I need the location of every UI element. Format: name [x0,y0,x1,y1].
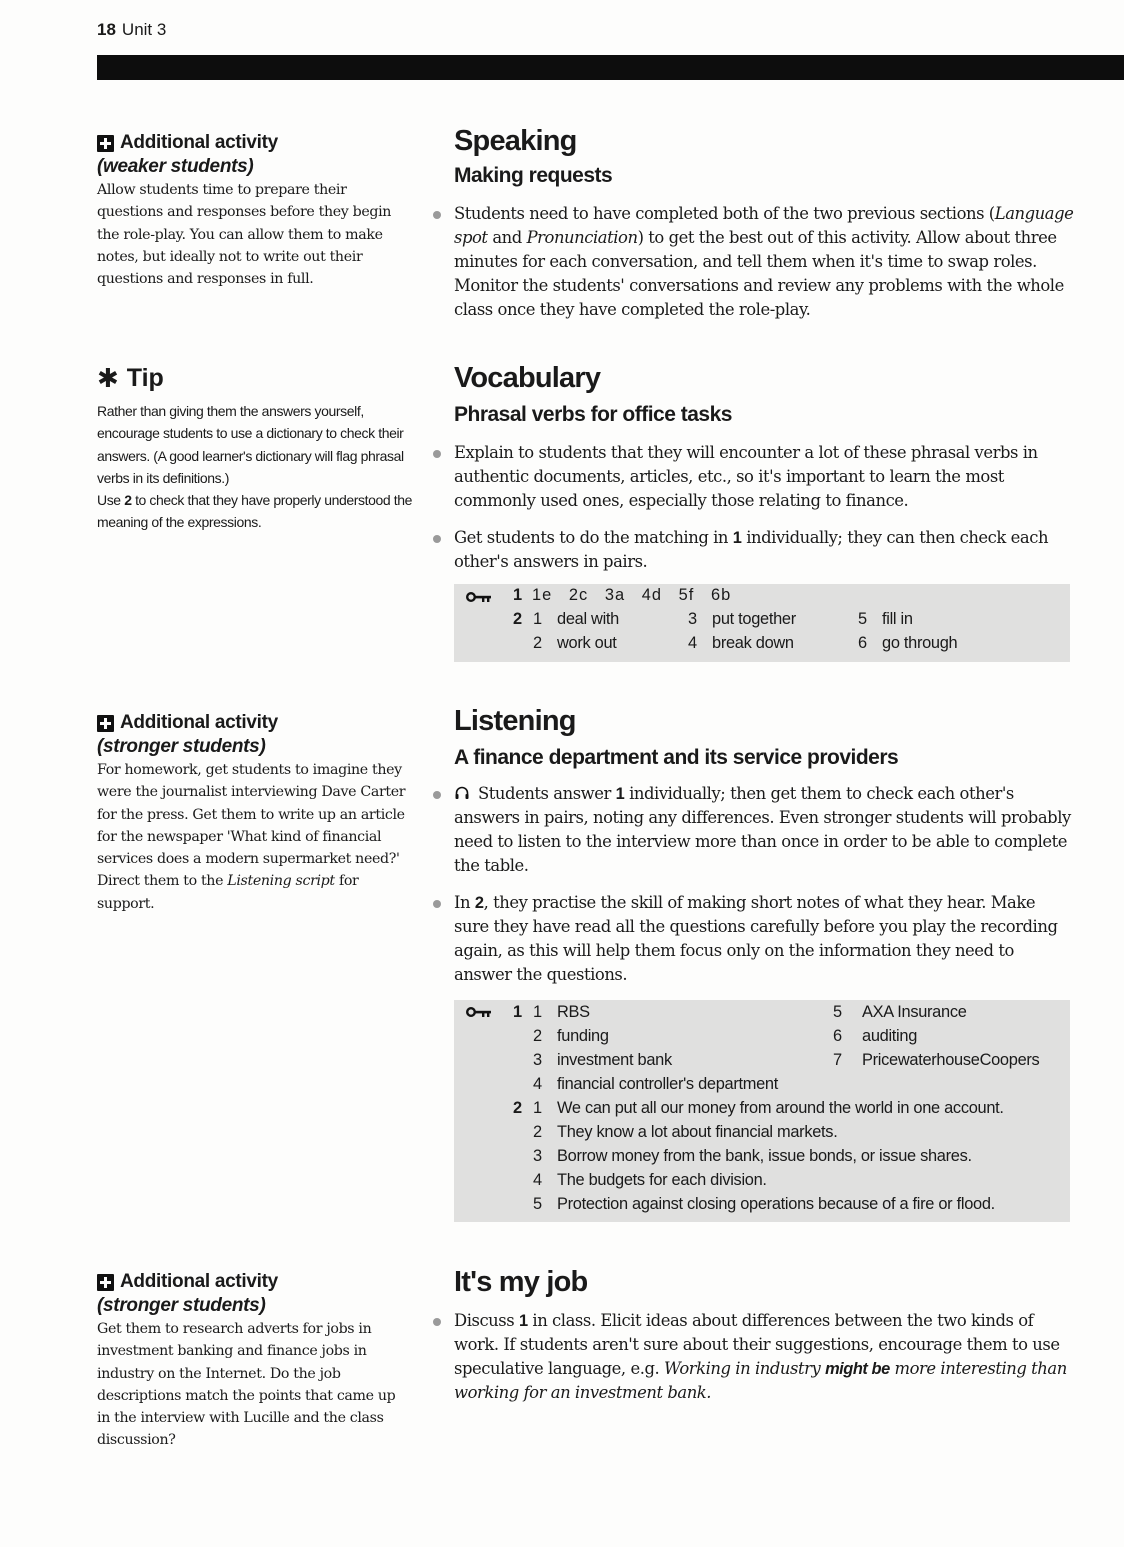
answer-number: 5 [833,1003,842,1021]
page-number: 18 [97,20,116,39]
section-subtitle: Phrasal verbs for office tasks [454,403,732,426]
sidebar-title: Additional activity [120,712,278,733]
section-title: It's my job [454,1266,588,1298]
key-icon [466,592,492,604]
tip-body-2: Use 2 to check that they have properly understood the meaning of the expressions. [97,492,413,531]
answer-number: 2 [533,1123,542,1141]
exercise-number: 1 [513,1003,522,1021]
answer-text: RBS [557,1003,590,1021]
unit-label: Unit 3 [121,20,167,39]
sidebar-title: Additional activity [120,1271,278,1292]
answer-number: 3 [533,1051,542,1069]
sidebar-additional-activity-weaker [97,131,412,290]
answer-text: funding [557,1027,609,1045]
tip-body: Rather than giving them the answers yourself, encourage students to use a dictionary to check their answers. (A good learner's dictionary will flag phrasal verbs in its definitions.) [97,403,404,486]
bullet-item: In 2, they practise the skill of making short notes of what they hear. Make sure they have read all the questions carefully before you play the recording again, as this will help them focus only on the information they need to answer the questions. [454,891,1074,987]
answer-number: 6 [833,1027,842,1045]
exercise-number: 2 [513,610,522,628]
answer-number: 7 [833,1051,842,1069]
answer-text: financial controller's department [557,1075,778,1093]
answer-number: 1 [533,1003,542,1021]
sidebar-subtitle: (weaker students) [97,156,254,177]
answer-number: 4 [688,634,697,652]
plus-icon [97,715,114,732]
page-header [97,20,166,40]
answer-text: Protection against closing operations because of a fire or flood. [557,1195,995,1213]
answer-text: investment bank [557,1051,672,1069]
answer-number: 3 [688,610,697,628]
tip-title: Tip [126,364,164,392]
answer-number: 2 [533,634,542,652]
answer-list: 1e 2c 3a 4d 5f 6b [532,586,732,604]
section-subtitle: Making requests [454,164,613,187]
answer-text: AXA Insurance [862,1003,967,1021]
answer-key-listening [454,1000,1070,1222]
section-subtitle: A finance department and its service providers [454,746,899,769]
sidebar-tip [97,364,412,534]
answer-number: 6 [858,634,867,652]
answer-number: 3 [533,1147,542,1165]
answer-number: 5 [533,1195,542,1213]
sidebar-additional-activity-stronger-2 [97,1270,412,1452]
asterisk-icon: ✱ [97,363,119,393]
answer-text: break down [712,634,794,652]
section-listening [454,704,1074,987]
answer-number: 4 [533,1171,542,1189]
answer-text: deal with [557,610,619,628]
answer-text: put together [712,610,796,628]
sidebar-subtitle: (stronger students) [97,736,266,757]
section-title: Listening [454,705,576,737]
plus-icon [97,135,114,152]
answer-number: 4 [533,1075,542,1093]
sidebar-subtitle: (stronger students) [97,1295,266,1316]
answer-key-vocabulary [454,584,1070,662]
answer-text: go through [882,634,958,652]
bullet-item: Students answer 1 individually; then get them to check each other's answers in pairs, noting any differences. Even stronger students will probably need to listen to the interview more than once in order to be able to complete the table. [454,782,1074,878]
answer-number: 1 [533,610,542,628]
exercise-number: 1 [513,586,522,604]
bullet-item: Discuss 1 in class. Elicit ideas about differences between the two kinds of work. If students aren't sure about their suggestions, encourage them to use speculative language, e.g. Working in industry might be more interesting than working for an investment bank. [454,1309,1074,1405]
bullet-item: Students need to have completed both of the two previous sections (Language spot and Pronunciation) to get the best out of this activity. Allow about three minutes for each conversation, and tell them when it's time to swap roles. Monitor the students' conversations and review any problems with the whole class once they have completed the role-play. [454,202,1074,322]
bullet-item: Explain to students that they will encounter a lot of these phrasal verbs in authentic documents, articles, etc., so it's important to learn the most commonly used ones, especially those relating to finance. [454,441,1074,513]
answer-text: They know a lot about financial markets. [557,1123,838,1141]
answer-text: The budgets for each division. [557,1171,767,1189]
section-vocabulary [454,361,1074,574]
section-title: Speaking [454,125,577,157]
exercise-number: 2 [513,1099,522,1117]
headphones-icon [454,785,470,801]
answer-number: 5 [858,610,867,628]
answer-text: fill in [882,610,913,628]
sidebar-additional-activity-stronger-1 [97,711,412,915]
answer-text: PricewaterhouseCoopers [862,1051,1040,1069]
answer-text: Borrow money from the bank, issue bonds, or issue shares. [557,1147,972,1165]
section-title: Vocabulary [454,362,601,394]
answer-text: We can put all our money from around the world in one account. [557,1099,1004,1117]
plus-icon [97,1274,114,1291]
section-speaking [454,124,1074,322]
key-icon [466,1007,492,1019]
answer-number: 1 [533,1099,542,1117]
bullet-item: Get students to do the matching in 1 individually; they can then check each other's answers in pairs. [454,526,1074,574]
answer-text: auditing [862,1027,918,1045]
sidebar-body: Get them to research adverts for jobs in investment banking and finance jobs in industry on the Internet. Do the job descriptions match the points that came up in the interview with Lucille and the class discussion? [97,1321,396,1449]
sidebar-body: Allow students time to prepare their questions and responses before they begin the role-play. You can allow them to make notes, but ideally not to write out their questions and responses in full. [97,182,392,288]
sidebar-title: Additional activity [120,132,278,153]
sidebar-body: For homework, get students to imagine they were the journalist interviewing Dave Carter for the press. Get them to write up an article for the newspaper 'What kind of financial services does a modern supermarket need?' Direct them to the Listening script for support. [97,762,406,912]
section-its-my-job [454,1265,1074,1405]
answer-number: 2 [533,1027,542,1045]
answer-text: work out [557,634,617,652]
header-bar [97,55,1124,80]
